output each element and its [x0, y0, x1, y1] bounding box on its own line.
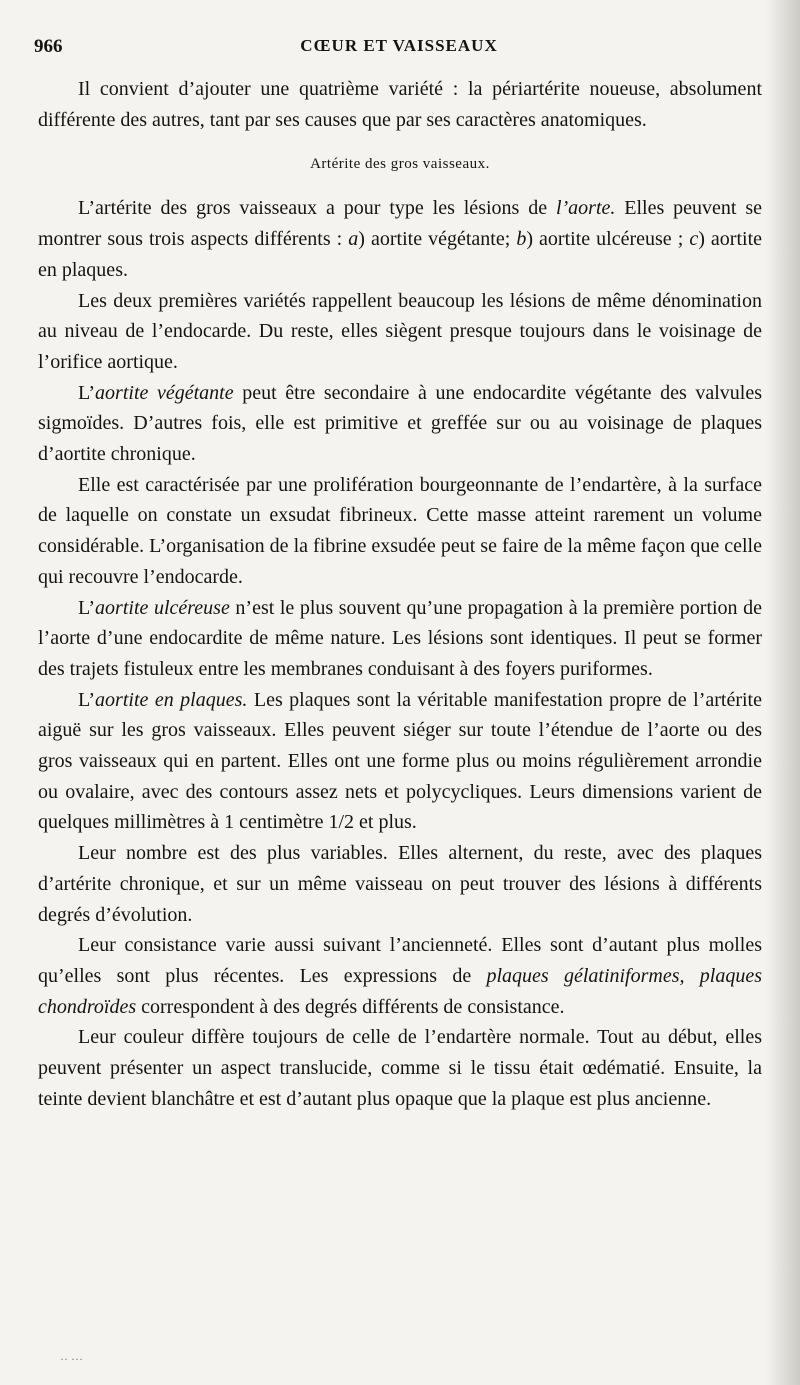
paragraph-7: Leur nombre est des plus variables. Elles alternent, du reste, avec des plaques d’artérite chronique, et sur un même vaisseau on peut trouver des lésions à différents degrés d’évolution. — [38, 842, 762, 926]
paragraph-1-text-g: ) aortite ulcéreuse ; — [526, 228, 690, 251]
paragraph-6-text-c: Les plaques sont la véritable manifestation propre de l’artérite aiguë sur les gros vaisseaux. Elles peuvent siéger sur toute l’étendue de l’aorte ou des gros vaisseaux qui en partent. Elles ont une forme plus ou moins régulièrement arrondie ou ovalaire, avec des contours assez nets et polycycliques. Leurs dimensions varient de quelques millimètres à 1 centimètre 1/2 et plus. — [38, 688, 762, 834]
paragraph-5-text-c: n’est le plus souvent qu’une propagation à la première portion de l’aorte d’une endocardite de même nature. Les lésions sont identiques. Il peut se former des trajets fistuleux entre les membranes conduisant à des foyers puriformes. — [38, 596, 763, 680]
intro-paragraph: Il convient d’ajouter une quatrième variété : la périartérite noueuse, absolument différente des autres, tant par ses causes que par ses caractères anatomiques. — [38, 78, 762, 131]
paragraph-1-item-a: a — [348, 228, 359, 251]
paragraph-1-text-a: L’artérite des gros vaisseaux a pour type les lésions de — [78, 197, 556, 220]
paragraph-1-term-aorte: l’aorte. — [555, 197, 616, 220]
paragraph-3-text-a: L’ — [78, 381, 96, 404]
paragraph-5 — [38, 593, 762, 685]
paragraph-5-text-a: L’ — [78, 596, 96, 619]
paragraph-5-term: aortite ulcéreuse — [95, 596, 230, 619]
paragraph-8 — [38, 930, 762, 1022]
paragraph-1-text-i: ) aortite en plaques. — [38, 228, 763, 281]
paragraph-2: Les deux premières variétés rappellent beaucoup les lésions de même dénomination au niveau de l’endocarde. Du reste, elles siègent presque toujours dans le voisinage de l’orifice aortique. — [38, 289, 762, 373]
paragraph-6-term: aortite en plaques. — [95, 688, 248, 711]
paragraph-8-text-a: Leur consistance varie aussi suivant l’ancienneté. Elles sont d’autant plus molles qu’elles sont plus récentes. Les expressions de — [38, 934, 762, 987]
paragraph-3 — [38, 378, 762, 470]
paragraph-3-term: aortite végétante — [95, 381, 234, 404]
page-body — [38, 74, 762, 1115]
page-header — [34, 36, 764, 62]
paragraph-8-terms: plaques gélatiniformes, plaques chondroïdes — [38, 964, 762, 1018]
section-heading: Artérite des gros vaisseaux. — [310, 156, 490, 173]
page-edge-shadow — [766, 0, 800, 1385]
paragraph-1 — [38, 193, 762, 285]
paragraph-1-item-c: c — [689, 228, 699, 251]
paragraph-1-item-b: b — [516, 228, 527, 251]
running-title: CŒUR ET VAISSEAUX — [300, 36, 498, 55]
paragraph-9: Leur couleur diffère toujours de celle de l’endartère normale. Tout au début, elles peuvent présenter un aspect translucide, comme si le tissu était œdématié. Ensuite, la teinte devient blanchâtre et est d’autant plus opaque que la plaque est plus ancienne. — [38, 1026, 762, 1110]
paragraph-6-text-a: L’ — [78, 688, 96, 711]
scan-specks: ·· ··· — [60, 1352, 83, 1366]
page-number: 966 — [34, 36, 63, 57]
paragraph-1-text-c: Elles peuvent se montrer sous trois aspects différents : — [38, 197, 762, 251]
paragraph-8-text-c: correspondent à des degrés différents de consistance. — [136, 995, 565, 1018]
paragraph-4: Elle est caractérisée par une prolifération bourgeonnante de l’endartère, à la surface de laquelle on constate un exsudat fibrineux. Cette masse atteint rarement un volume considérable. L’organisation de la fibrine exsudée peut se faire de la même façon que celle qui recouvre l’endocarde. — [38, 473, 762, 588]
paragraph-3-text-c: peut être secondaire à une endocardite végétante des valvules sigmoïdes. D’autres fois, elle est primitive et greffée sur ou au voisinage de plaques d’aortite chronique. — [38, 381, 762, 466]
paragraph-6 — [38, 685, 762, 839]
paragraph-1-text-e: ) aortite végétante; — [358, 228, 517, 251]
